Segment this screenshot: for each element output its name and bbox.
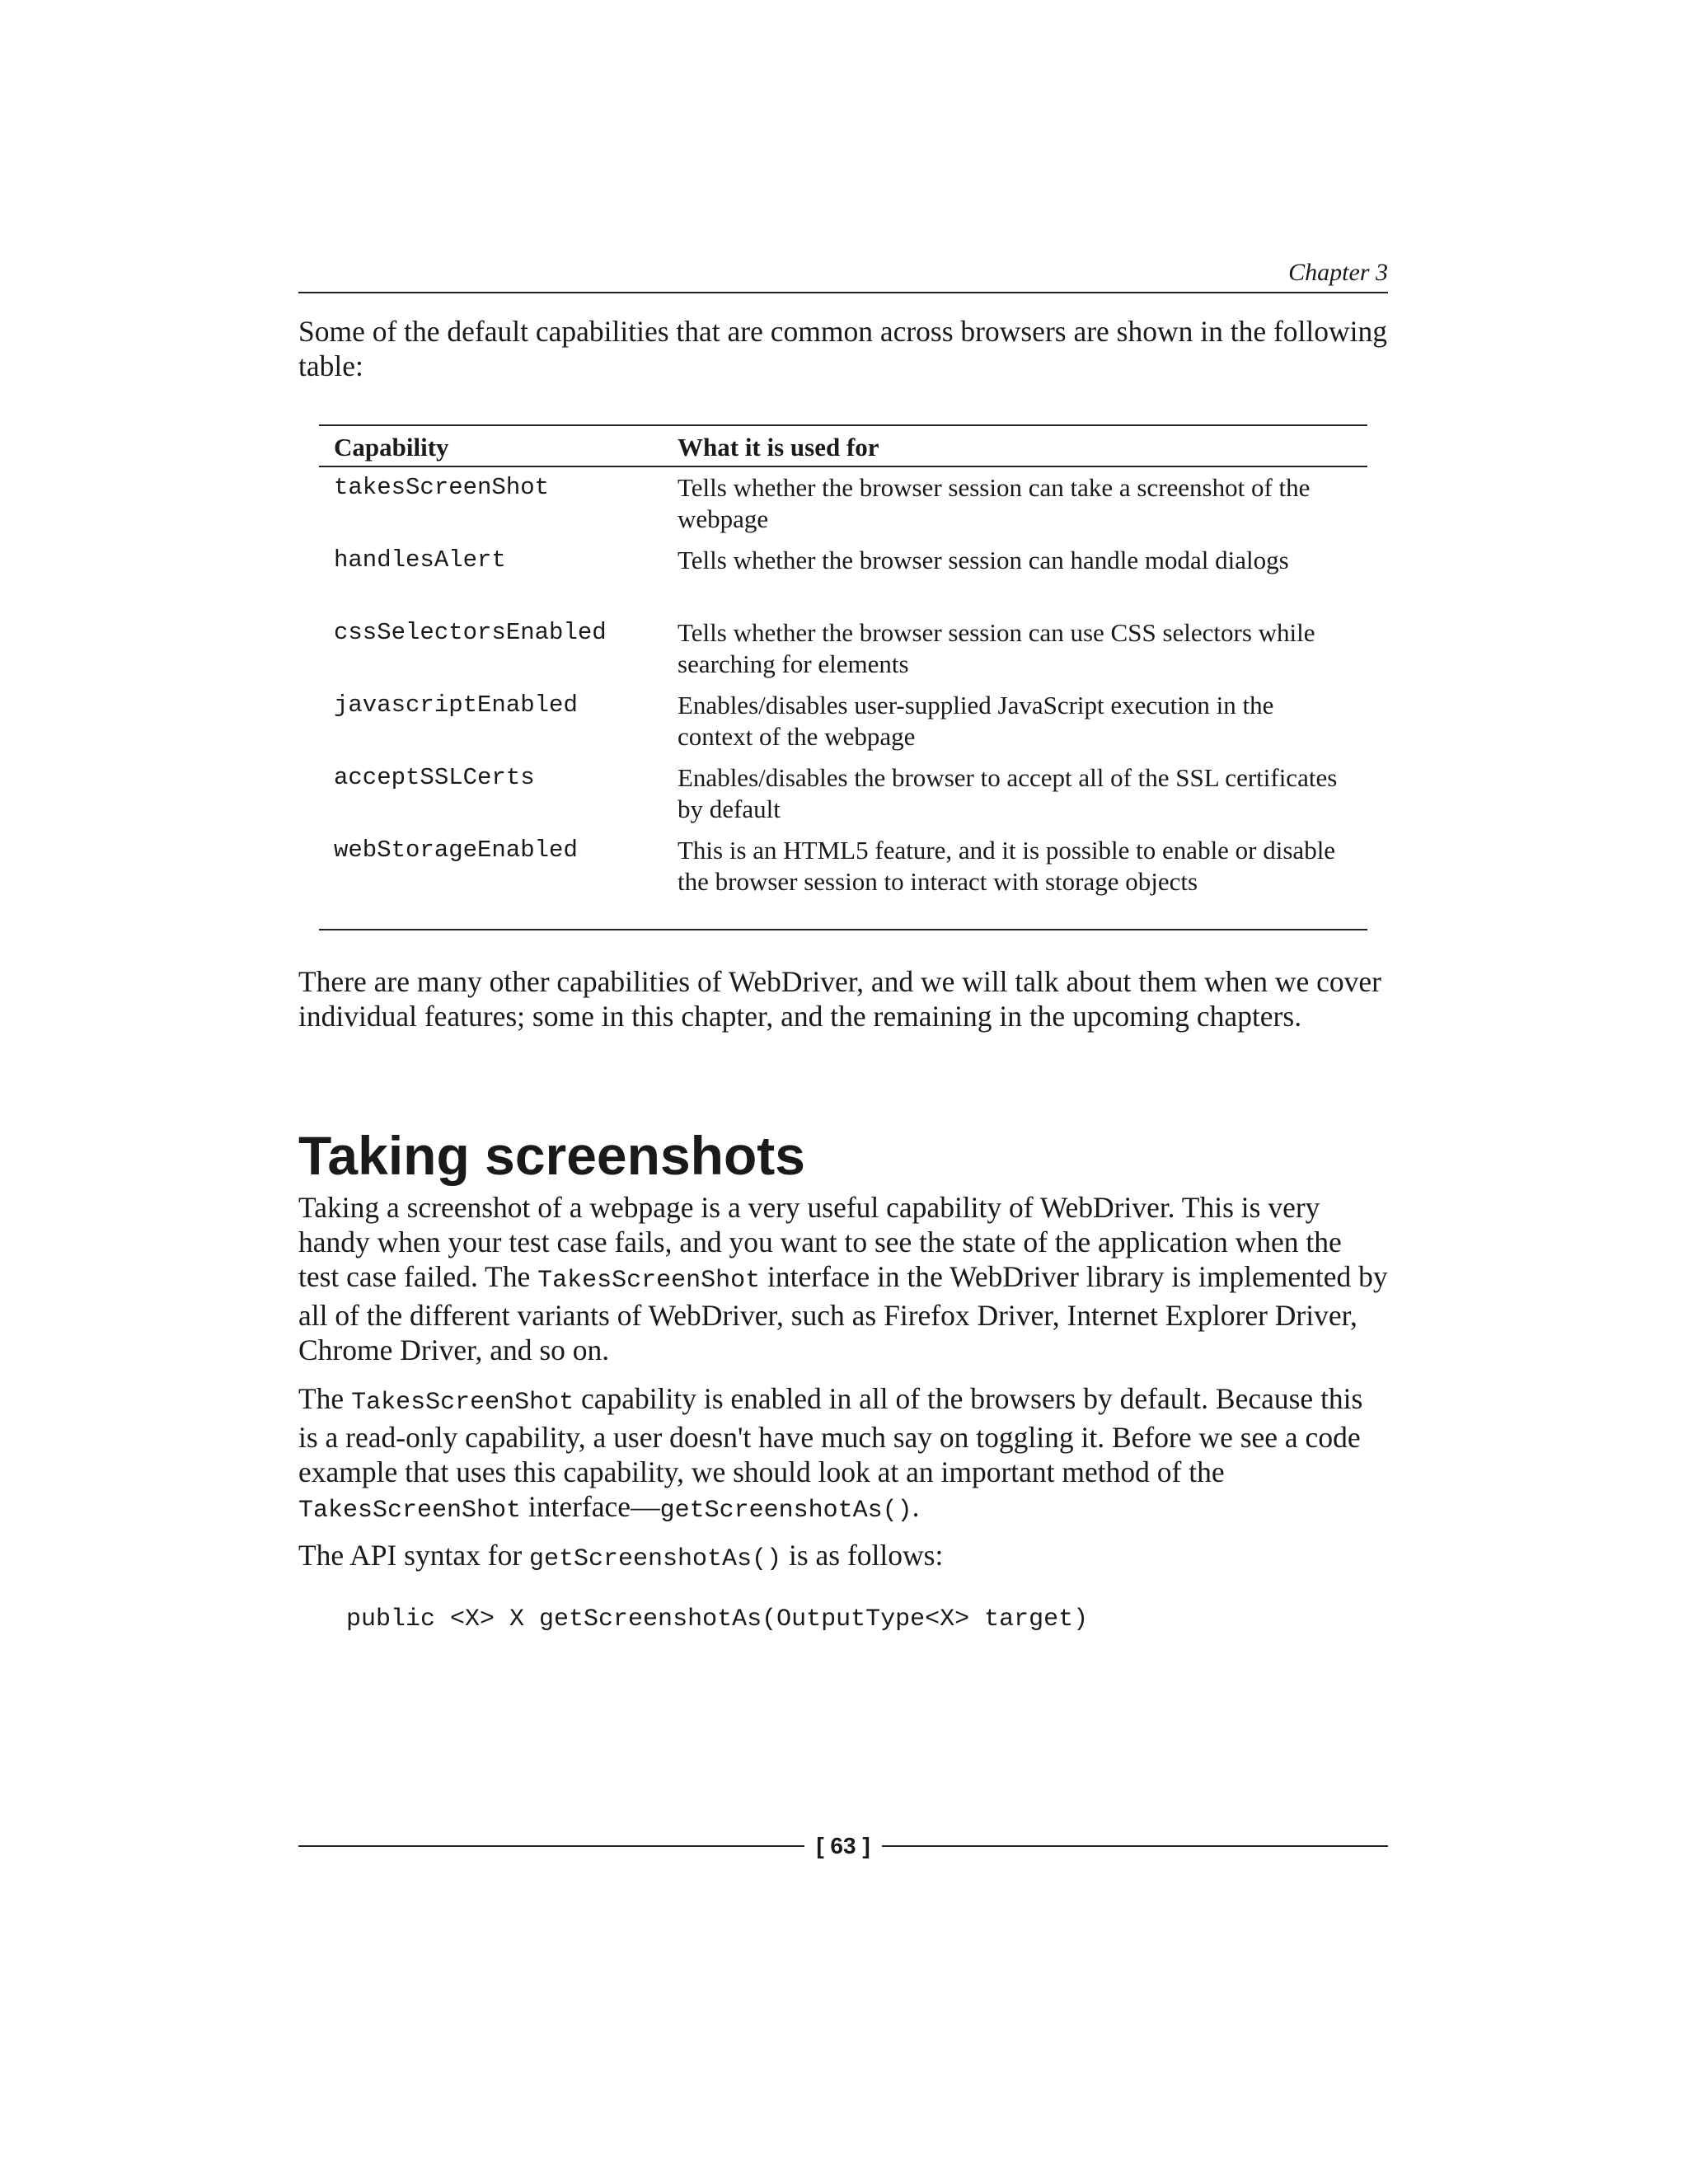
header-description: What it is used for [678,433,879,462]
page-number: [ 63 ] [816,1833,870,1858]
capability-description: Tells whether the browser session can handle modal dialogs [678,546,1289,574]
section-heading: Taking screenshots [298,1125,805,1186]
inline-code: getScreenshotAs() [529,1545,782,1573]
table-row [319,612,1367,685]
section-paragraph-1: Taking a screenshot of a webpage is a very useful capability of WebDriver. This is very handy when your test case fails, and you want to see the state of the application when the test case failed. The TakesScreenShot interface in the WebDriver library is implemented by all of the different variants of WebDriver, such as Firefox Driver, Internet Explorer Driver, Chrome Driver, and so on. [298,1191,1388,1366]
capability-description: This is an HTML5 feature, and it is possible to enable or disable the browser session to interact with storage objects [678,836,1336,896]
table-header [319,426,1367,467]
table-row [319,467,1367,540]
capability-description: Tells whether the browser session can use CSS selectors while searching for elements [678,618,1315,678]
inline-code: TakesScreenShot [298,1497,522,1525]
capability-name: handlesAlert [334,546,506,574]
after-table-paragraph: There are many other capabilities of WebDriver, and we will talk about them when we cover individual features; some in this chapter, and the remaining in the upcoming chapters. [298,965,1381,1033]
capability-name: acceptSSLCerts [334,764,535,791]
section-paragraph-3: The API syntax for getScreenshotAs() is as follows: [298,1539,944,1573]
capability-description: Enables/disables the browser to accept all of the SSL certificates by default [678,763,1338,823]
capability-description: Tells whether the browser session can take a screenshot of the webpage [678,473,1311,533]
header-rule [298,292,1388,293]
inline-code: TakesScreenShot [351,1389,574,1417]
footer-rule-left [298,1845,804,1847]
table-row [319,540,1367,612]
table-row [319,830,1367,929]
capability-description: Enables/disables user-supplied JavaScript execution in the context of the webpage [678,691,1274,751]
capability-name: cssSelectorsEnabled [334,619,607,646]
code-block: public <X> X getScreenshotAs(OutputType<X> target) [346,1605,1089,1633]
book-page [298,0,1388,2184]
capability-name: webStorageEnabled [334,837,578,864]
capability-name: javascriptEnabled [334,691,578,719]
inline-code: getScreenshotAs() [659,1497,912,1525]
header-capability: Capability [334,433,449,462]
page-footer [298,1828,1388,1864]
footer-rule-right [882,1845,1388,1847]
section-paragraph-2: The TakesScreenShot capability is enabled in all of the browsers by default. Because this is a read-only capability, a user doesn't have much say on toggling it. Before we see a code example that uses this capability, we should look at an important method of the TakesScreenShot interface—getScreenshotAs(). [298,1382,1363,1525]
table-row [319,757,1367,830]
capability-name: takesScreenShot [334,474,550,501]
table-row [319,685,1367,757]
capabilities-table [319,424,1367,930]
intro-paragraph: Some of the default capabilities that are common across browsers are shown in the following table: [298,315,1388,382]
inline-code: TakesScreenShot [537,1267,761,1295]
running-head: Chapter 3 [1288,259,1388,286]
